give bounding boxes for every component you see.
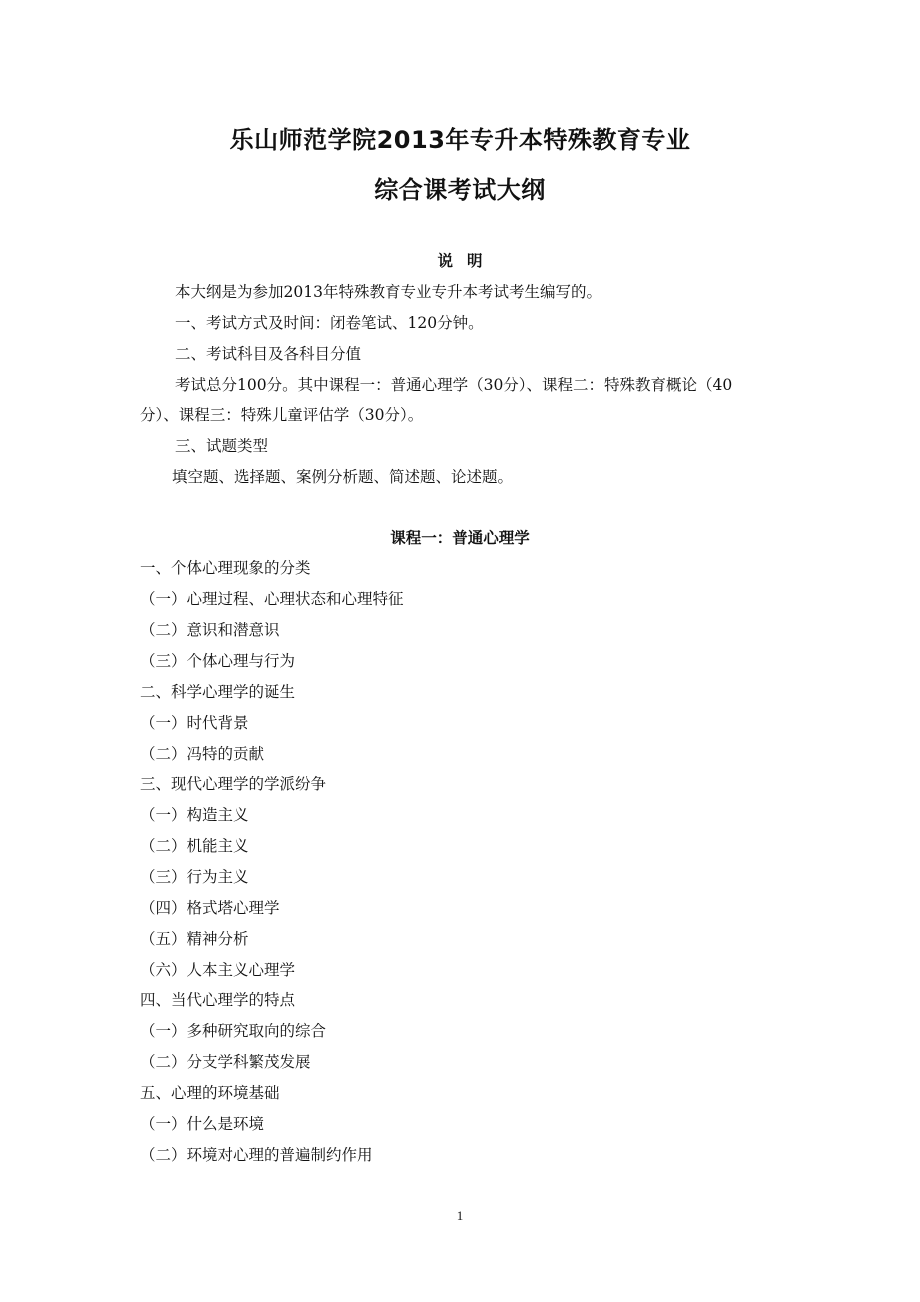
outline-item: （二）分支学科繁茂发展: [140, 1053, 311, 1071]
outline-item: （一）多种研究取向的综合: [140, 1022, 327, 1040]
outline-item: （一）心理过程、心理状态和心理特征: [140, 590, 404, 608]
outline-item: （一）构造主义: [140, 806, 249, 824]
outline-item: 四、当代心理学的特点: [140, 991, 296, 1009]
outline-item: （二）环境对心理的普遍制约作用: [140, 1146, 373, 1164]
explanation-question-types: 填空题、选择题、案例分析题、简述题、论述题。: [172, 468, 514, 486]
explanation-score-line-2: 分）、课程三：特殊儿童评估学（30分）。: [140, 406, 424, 424]
outline-item: 一、个体心理现象的分类: [140, 559, 311, 577]
course-1-heading: 课程一：普通心理学: [390, 529, 530, 547]
outline-item: （二）冯特的贡献: [140, 745, 265, 763]
outline-item: 二、科学心理学的诞生: [140, 683, 296, 701]
explanation-question-types-heading: 三、试题类型: [175, 437, 269, 455]
explanation-subjects-heading: 二、考试科目及各科目分值: [175, 345, 362, 363]
document-title-line-2: 综合课考试大纲: [374, 176, 546, 204]
document-title-line-1: 乐山师范学院2013年专升本特殊教育专业: [229, 126, 691, 154]
outline-item: 五、心理的环境基础: [140, 1084, 280, 1102]
outline-item: （二）机能主义: [140, 837, 249, 855]
outline-item: （二）意识和潜意识: [140, 621, 280, 639]
outline-item: （五）精神分析: [140, 930, 249, 948]
outline-item: （六）人本主义心理学: [140, 961, 296, 979]
explanation-heading: 说明: [437, 252, 497, 270]
outline-item: （三）行为主义: [140, 868, 249, 886]
outline-item: （一）什么是环境: [140, 1115, 265, 1133]
outline-item: （四）格式塔心理学: [140, 899, 280, 917]
explanation-exam-format: 一、考试方式及时间：闭卷笔试、120分钟。: [175, 314, 484, 332]
page-number: 1: [456, 1208, 464, 1223]
explanation-score-line-1: 考试总分100分。其中课程一：普通心理学（30分）、课程二：特殊教育概论（40: [175, 376, 733, 394]
explanation-paragraph-purpose: 本大纲是为参加2013年特殊教育专业专升本考试考生编写的。: [175, 283, 602, 301]
outline-item: 三、现代心理学的学派纷争: [140, 775, 327, 793]
outline-item: （一）时代背景: [140, 714, 249, 732]
outline-item: （三）个体心理与行为: [140, 652, 296, 670]
